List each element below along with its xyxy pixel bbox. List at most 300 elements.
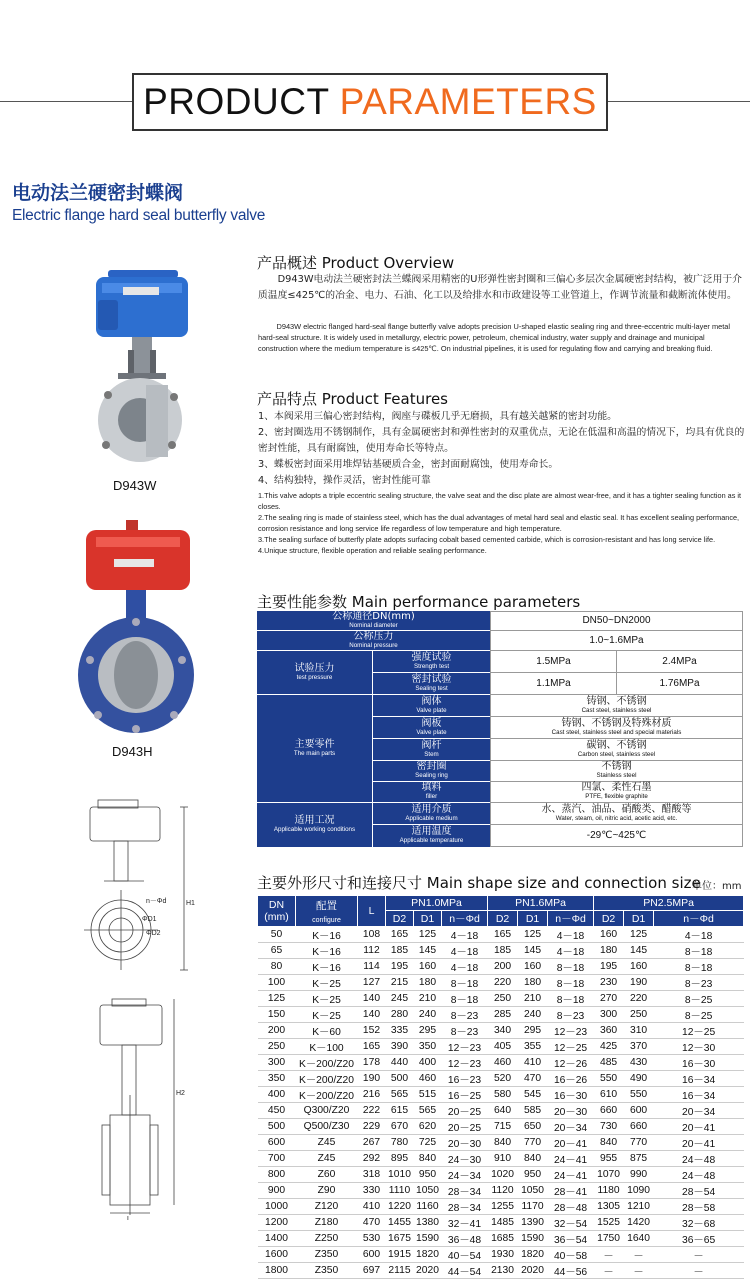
table-cell: 36－54	[548, 1231, 594, 1247]
table-cell: 1180	[594, 1183, 624, 1199]
table-cell: 1090	[624, 1183, 654, 1199]
table-cell: 580	[488, 1087, 518, 1103]
features-heading: 产品特点 Product Features	[257, 390, 448, 408]
table-cell: 40－58	[548, 1247, 594, 1263]
table-cell: K－25	[296, 1007, 358, 1023]
table-cell: 112	[358, 943, 386, 959]
table-cell: 318	[358, 1167, 386, 1183]
table-cell: Z45	[296, 1151, 358, 1167]
pt-strength-v1: 1.5MPa	[490, 651, 617, 673]
performance-table	[257, 611, 743, 847]
table-cell: 12－30	[654, 1039, 744, 1055]
table-cell: 725	[414, 1135, 442, 1151]
pt-parts-label: 主要零件 The main parts	[257, 695, 373, 803]
title-word-2: PARAMETERS	[339, 81, 597, 122]
pt-seal-v1: 1.1MPa	[490, 673, 617, 695]
table-cell: 220	[488, 975, 518, 991]
table-cell: 160	[624, 959, 654, 975]
table-cell: 990	[624, 1167, 654, 1183]
table-cell: 840	[488, 1135, 518, 1151]
table-cell: 1050	[518, 1183, 548, 1199]
table-cell: 44－54	[442, 1263, 488, 1279]
table-cell: 229	[358, 1119, 386, 1135]
table-cell: 340	[488, 1023, 518, 1039]
table-row	[258, 1231, 744, 1247]
table-cell: 20－34	[654, 1103, 744, 1119]
overview-text-cn: D943W电动法兰硬密封法兰蝶阀采用精密的U形弹性密封圈和三偏心多层次金属硬密封结构，被广泛用于介质温度≤425℃的冶金、电力、石油、化工以及给排水和市政建设等工业管道上，作调节流量和截断流体使用。	[258, 274, 742, 301]
table-cell: 8－18	[654, 943, 744, 959]
table-cell: 310	[624, 1023, 654, 1039]
dimensions-heading: 主要外形尺寸和连接尺寸 Main shape size and connection size	[257, 874, 701, 892]
table-cell: 185	[386, 943, 414, 959]
table-cell: 145	[624, 943, 654, 959]
pt-medium-value: 水、蒸汽、油品、硝酸类、醋酸等 Water, steam, oil, nitric acid, acetic acid, etc.	[490, 803, 743, 825]
table-cell: 1590	[518, 1231, 548, 1247]
table-cell: 4－18	[442, 959, 488, 975]
table-cell: 550	[624, 1087, 654, 1103]
feature-cn-2: 2、密封圈选用不锈钢制作，具有金属硬密封和弹性密封的双重优点，无论在低温和高温的情况下，均具有优良的密封性能，具有耐腐蚀，使用寿命长等特点。	[258, 427, 745, 454]
table-cell: 1640	[624, 1231, 654, 1247]
table-row	[258, 1023, 744, 1039]
table-cell: 190	[358, 1071, 386, 1087]
table-cell: 1210	[624, 1199, 654, 1215]
feature-cn-3: 3、蝶板密封面采用堆焊钴基硬质合金，密封面耐腐蚀，使用寿命长。	[258, 459, 559, 470]
table-cell: K－16	[296, 943, 358, 959]
dimensions-unit: 单位：mm	[692, 881, 742, 892]
table-cell: 16－30	[654, 1055, 744, 1071]
table-cell: 1820	[414, 1247, 442, 1263]
pt-pn-value: 1.0~1.6MPa	[490, 631, 743, 651]
table-cell: 8－18	[442, 991, 488, 1007]
table-cell: －	[594, 1247, 624, 1263]
table-cell: 1255	[488, 1199, 518, 1215]
table-cell: 500	[386, 1071, 414, 1087]
table-cell: 80	[258, 959, 296, 975]
table-cell: 1485	[488, 1215, 518, 1231]
table-cell: 545	[518, 1087, 548, 1103]
col-d2: D2	[594, 911, 624, 927]
table-cell: 770	[624, 1135, 654, 1151]
table-cell: 1070	[594, 1167, 624, 1183]
table-cell: Z120	[296, 1199, 358, 1215]
table-cell: 215	[386, 975, 414, 991]
pt-filler-value: 四氯、柔性石墨 PTFE, flexible graphite	[490, 782, 743, 803]
col-group-pn10: PN1.0MPa	[386, 896, 488, 911]
table-cell: 152	[358, 1023, 386, 1039]
dimensions-table	[257, 895, 744, 1279]
table-cell: 20－30	[442, 1135, 488, 1151]
table-row	[258, 943, 744, 959]
table-cell: 8－18	[548, 959, 594, 975]
pt-ring-value: 不锈钢 Stainless steel	[490, 761, 743, 782]
table-cell: 910	[488, 1151, 518, 1167]
table-cell: 330	[358, 1183, 386, 1199]
table-cell: 1110	[386, 1183, 414, 1199]
table-cell: 900	[258, 1183, 296, 1199]
table-cell: 1930	[488, 1247, 518, 1263]
table-cell: 390	[386, 1039, 414, 1055]
pt-seal-v2: 1.76MPa	[617, 673, 743, 695]
table-cell: 8－23	[442, 1023, 488, 1039]
table-cell: 700	[258, 1151, 296, 1167]
table-cell: 1050	[414, 1183, 442, 1199]
table-cell: 730	[594, 1119, 624, 1135]
table-cell: 185	[488, 943, 518, 959]
table-cell: 440	[386, 1055, 414, 1071]
table-cell: 20－41	[654, 1135, 744, 1151]
col-d1: D1	[518, 911, 548, 927]
table-cell: 12－23	[548, 1023, 594, 1039]
table-cell: 24－48	[654, 1151, 744, 1167]
table-cell: 300	[258, 1055, 296, 1071]
drawing-label-nd: n－Φd	[146, 898, 167, 905]
table-cell: 145	[518, 943, 548, 959]
valve-d943h-image	[78, 515, 198, 740]
feature-en-1: 1.This valve adopts a triple eccentric sealing structure, the valve seat and the disc plate are almost wear-free, and it has a tighter sealing function as it closes.	[258, 491, 742, 511]
table-cell: 12－26	[548, 1055, 594, 1071]
table-cell: 160	[414, 959, 442, 975]
table-cell: 295	[414, 1023, 442, 1039]
table-cell: 50	[258, 927, 296, 943]
pt-seal-label: 密封试验 Sealing test	[373, 673, 490, 695]
table-cell: 245	[386, 991, 414, 1007]
table-cell: 222	[358, 1103, 386, 1119]
pt-plate-label: 阀板 Valve plate	[373, 717, 490, 739]
table-cell: 4－18	[442, 943, 488, 959]
table-row	[258, 1103, 744, 1119]
table-cell: 24－41	[548, 1167, 594, 1183]
col-group-pn25: PN2.5MPa	[594, 896, 744, 911]
table-cell: 8－25	[654, 1007, 744, 1023]
table-cell: 520	[488, 1071, 518, 1087]
table-cell: 430	[624, 1055, 654, 1071]
table-cell: 36－65	[654, 1231, 744, 1247]
drawing-label-h1: H1	[186, 900, 195, 907]
table-cell: 405	[488, 1039, 518, 1055]
table-cell: 65	[258, 943, 296, 959]
col-nd: n－Φd	[548, 911, 594, 927]
table-cell: 114	[358, 959, 386, 975]
table-cell: 530	[358, 1231, 386, 1247]
table-cell: K－60	[296, 1023, 358, 1039]
table-cell: 280	[386, 1007, 414, 1023]
table-row	[258, 1263, 744, 1279]
table-cell: 270	[594, 991, 624, 1007]
col-l: L	[358, 896, 386, 927]
table-cell: Z350	[296, 1247, 358, 1263]
dimensions-table-body	[258, 927, 744, 1279]
table-cell: 450	[258, 1103, 296, 1119]
table-cell: 16－25	[442, 1087, 488, 1103]
table-cell: 1685	[488, 1231, 518, 1247]
table-cell: 16－23	[442, 1071, 488, 1087]
model-label-d943h: D943H	[112, 744, 153, 759]
table-cell: 28－48	[548, 1199, 594, 1215]
table-cell: 24－48	[654, 1167, 744, 1183]
pt-cond-label: 适用工况 Applicable working conditions	[257, 803, 373, 847]
table-cell: 400	[414, 1055, 442, 1071]
table-row	[258, 1199, 744, 1215]
table-cell: 300	[594, 1007, 624, 1023]
table-cell: 28－41	[548, 1183, 594, 1199]
table-cell: 360	[594, 1023, 624, 1039]
pt-filler-label: 填料 filler	[373, 782, 490, 803]
features-list-cn	[258, 409, 746, 489]
table-cell: 145	[414, 943, 442, 959]
table-cell: 485	[594, 1055, 624, 1071]
table-cell: 28－34	[442, 1183, 488, 1199]
table-cell: 490	[624, 1071, 654, 1087]
table-cell: 210	[518, 991, 548, 1007]
table-cell: 1380	[414, 1215, 442, 1231]
table-cell: 8－18	[548, 991, 594, 1007]
table-row	[258, 1247, 744, 1263]
table-cell: 24－41	[548, 1151, 594, 1167]
product-title-cn: 电动法兰硬密封蝶阀	[12, 182, 184, 204]
table-cell: 20－34	[548, 1119, 594, 1135]
table-row	[258, 1087, 744, 1103]
table-cell: 600	[358, 1247, 386, 1263]
page-title	[134, 81, 606, 123]
table-cell: K－25	[296, 991, 358, 1007]
table-cell: 127	[358, 975, 386, 991]
table-cell: 32－41	[442, 1215, 488, 1231]
table-cell: 12－25	[548, 1039, 594, 1055]
table-cell: 1455	[386, 1215, 414, 1231]
features-list-en	[258, 490, 746, 556]
table-cell: 1170	[518, 1199, 548, 1215]
table-cell: 16－30	[548, 1087, 594, 1103]
table-cell: 28－54	[654, 1183, 744, 1199]
table-row	[258, 927, 744, 943]
table-cell: 240	[518, 1007, 548, 1023]
table-cell: 4－18	[442, 927, 488, 943]
table-cell: 550	[594, 1071, 624, 1087]
table-cell: 180	[518, 975, 548, 991]
table-cell: 955	[594, 1151, 624, 1167]
table-cell: 950	[518, 1167, 548, 1183]
drawing-label-h2: H2	[176, 1090, 185, 1097]
table-cell: 165	[358, 1039, 386, 1055]
table-cell: 16－26	[548, 1071, 594, 1087]
table-cell: 565	[386, 1087, 414, 1103]
table-cell: 895	[386, 1151, 414, 1167]
table-cell: 1305	[594, 1199, 624, 1215]
table-cell: Z180	[296, 1215, 358, 1231]
table-cell: 20－30	[548, 1103, 594, 1119]
col-dn: DN (mm)	[258, 896, 296, 927]
table-cell: 178	[358, 1055, 386, 1071]
table-cell: 28－34	[442, 1199, 488, 1215]
table-cell: 240	[414, 1007, 442, 1023]
table-cell: 160	[518, 959, 548, 975]
table-cell: 565	[414, 1103, 442, 1119]
table-cell: K－25	[296, 975, 358, 991]
table-cell: 715	[488, 1119, 518, 1135]
table-cell: 125	[518, 927, 548, 943]
table-cell: 4－18	[548, 927, 594, 943]
table-cell: 295	[518, 1023, 548, 1039]
table-cell: 40－54	[442, 1247, 488, 1263]
feature-en-4: 4.Unique structure, flexible operation and reliable sealing performance.	[258, 546, 487, 555]
table-cell: 1390	[518, 1215, 548, 1231]
table-cell: 350	[258, 1071, 296, 1087]
pt-temp-value: -29℃~425℃	[490, 825, 743, 847]
table-cell: 8－25	[654, 991, 744, 1007]
pt-strength-v2: 2.4MPa	[617, 651, 743, 673]
table-cell: 195	[386, 959, 414, 975]
table-row	[258, 1119, 744, 1135]
table-cell: 2020	[414, 1263, 442, 1279]
table-cell: 125	[414, 927, 442, 943]
table-row	[258, 1055, 744, 1071]
table-cell: 770	[518, 1135, 548, 1151]
col-nd: n－Φd	[654, 911, 744, 927]
table-row	[258, 1007, 744, 1023]
table-row	[258, 959, 744, 975]
table-cell: 660	[594, 1103, 624, 1119]
table-cell: 1915	[386, 1247, 414, 1263]
pt-pn-label: 公称压力 Nominal pressure	[257, 631, 490, 651]
col-nd: n－Φd	[442, 911, 488, 927]
table-cell: 267	[358, 1135, 386, 1151]
table-cell: 140	[358, 1007, 386, 1023]
table-cell: 1420	[624, 1215, 654, 1231]
table-cell: 355	[518, 1039, 548, 1055]
title-word-1: PRODUCT	[143, 81, 329, 122]
table-cell: 20－41	[548, 1135, 594, 1151]
table-cell: 195	[594, 959, 624, 975]
table-cell: 180	[414, 975, 442, 991]
table-cell: 600	[624, 1103, 654, 1119]
table-cell: 4－18	[654, 927, 744, 943]
table-cell: 150	[258, 1007, 296, 1023]
pt-dn-label: 公称通径DN(mm) Nominal diameter	[257, 611, 490, 631]
table-cell: 500	[258, 1119, 296, 1135]
table-cell: 20－25	[442, 1103, 488, 1119]
table-cell: 28－58	[654, 1199, 744, 1215]
table-cell: 410	[358, 1199, 386, 1215]
table-cell: 20－25	[442, 1119, 488, 1135]
table-cell: 1820	[518, 1247, 548, 1263]
table-cell: 12－23	[442, 1039, 488, 1055]
table-cell: 125	[624, 927, 654, 943]
pt-test-label: 试验压力 test pressure	[257, 651, 373, 695]
overview-heading: 产品概述 Product Overview	[257, 254, 455, 272]
table-row	[258, 1039, 744, 1055]
pt-stem-value: 碳钢、不锈钢 Carbon steel, stainless steel	[490, 739, 743, 761]
drawing-label-d1: ΦD1	[142, 916, 157, 923]
table-cell: 1200	[258, 1215, 296, 1231]
table-cell: 8－23	[442, 1007, 488, 1023]
table-cell: Z45	[296, 1135, 358, 1151]
feature-en-2: 2.The sealing ring is made of stainless steel, which has the dual advantages of metal hard seal and elastic seal. It has excellent sealing performance, corrosion resistance and long service life regardless of low temperature and high temperature.	[258, 513, 740, 533]
table-cell: K－16	[296, 959, 358, 975]
table-cell: K－200/Z20	[296, 1071, 358, 1087]
table-row	[258, 1135, 744, 1151]
drawing-label-l: L	[127, 1216, 131, 1220]
table-row	[258, 1183, 744, 1199]
table-cell: 8－18	[442, 975, 488, 991]
table-cell: 250	[488, 991, 518, 1007]
table-cell: 200	[488, 959, 518, 975]
feature-cn-1: 1、本阀采用三偏心密封结构，阀座与碟板几乎无磨损，具有越关越紧的密封功能。	[258, 411, 617, 422]
table-cell: 216	[358, 1087, 386, 1103]
table-cell: 2115	[386, 1263, 414, 1279]
table-cell: 190	[624, 975, 654, 991]
table-cell: Z250	[296, 1231, 358, 1247]
table-cell: 470	[358, 1215, 386, 1231]
table-cell: －	[594, 1263, 624, 1279]
table-cell: 220	[624, 991, 654, 1007]
feature-en-3: 3.The sealing surface of butterfly plate adopts surfacing cobalt based cemented carbide, which is corrosion-resistant and has long service life.	[258, 535, 716, 544]
table-cell: 210	[414, 991, 442, 1007]
table-cell: 32－54	[548, 1215, 594, 1231]
col-group-pn16: PN1.6MPa	[488, 896, 594, 911]
table-cell: 1525	[594, 1215, 624, 1231]
table-cell: 840	[414, 1151, 442, 1167]
table-cell: 460	[488, 1055, 518, 1071]
table-cell: 585	[518, 1103, 548, 1119]
table-cell: －	[624, 1247, 654, 1263]
table-cell: －	[624, 1263, 654, 1279]
pt-strength-label: 强度试验 Strength test	[373, 651, 490, 673]
table-cell: 875	[624, 1151, 654, 1167]
table-cell: 180	[594, 943, 624, 959]
model-label-d943w: D943W	[113, 478, 157, 493]
table-cell: 32－68	[654, 1215, 744, 1231]
table-cell: 660	[624, 1119, 654, 1135]
drawing-label-d2: ΦD2	[146, 930, 161, 937]
table-cell: 1600	[258, 1247, 296, 1263]
table-row	[258, 1167, 744, 1183]
pt-temp-label: 适用温度 Applicable temperature	[373, 825, 490, 847]
table-cell: 840	[594, 1135, 624, 1151]
table-cell: 697	[358, 1263, 386, 1279]
overview-text-en: D943W electric flanged hard-seal flange butterfly valve adopts precision U-shaped elastic sealing ring and three-eccentric multi-layer metal hard-seal structure. It is widely used in metallurgy, electric power, petroleum, chemical industry, water supply and drainage and municipal construction where the medium temperature is ≤425℃. On industrial pipelines, it is used for regulating flow and carrying and breaking fluid.	[258, 322, 731, 353]
table-cell: 16－34	[654, 1071, 744, 1087]
table-row	[258, 1071, 744, 1087]
table-cell: 1220	[386, 1199, 414, 1215]
table-cell: 2130	[488, 1263, 518, 1279]
table-cell: Q500/Z30	[296, 1119, 358, 1135]
table-cell: 16－34	[654, 1087, 744, 1103]
table-cell: 515	[414, 1087, 442, 1103]
table-row	[258, 1215, 744, 1231]
col-d2: D2	[386, 911, 414, 927]
col-d2: D2	[488, 911, 518, 927]
pt-medium-label: 适用介质 Applicable medium	[373, 803, 490, 825]
table-cell: 108	[358, 927, 386, 943]
table-cell: 12－23	[442, 1055, 488, 1071]
table-cell: 20－41	[654, 1119, 744, 1135]
table-cell: 165	[386, 927, 414, 943]
table-cell: 615	[386, 1103, 414, 1119]
table-cell: 1010	[386, 1167, 414, 1183]
table-cell: －	[654, 1247, 744, 1263]
table-cell: 425	[594, 1039, 624, 1055]
pt-body-value: 铸钢、不锈钢 Cast steel, stainless steel	[490, 695, 743, 717]
table-cell: 24－30	[442, 1151, 488, 1167]
valve-d943w-image	[88, 255, 198, 470]
table-cell: 335	[386, 1023, 414, 1039]
col-d1: D1	[414, 911, 442, 927]
table-row	[258, 991, 744, 1007]
col-configure: 配置 configure	[296, 896, 358, 927]
table-cell: Q300/Z20	[296, 1103, 358, 1119]
table-cell: 24－34	[442, 1167, 488, 1183]
table-cell: 1800	[258, 1263, 296, 1279]
